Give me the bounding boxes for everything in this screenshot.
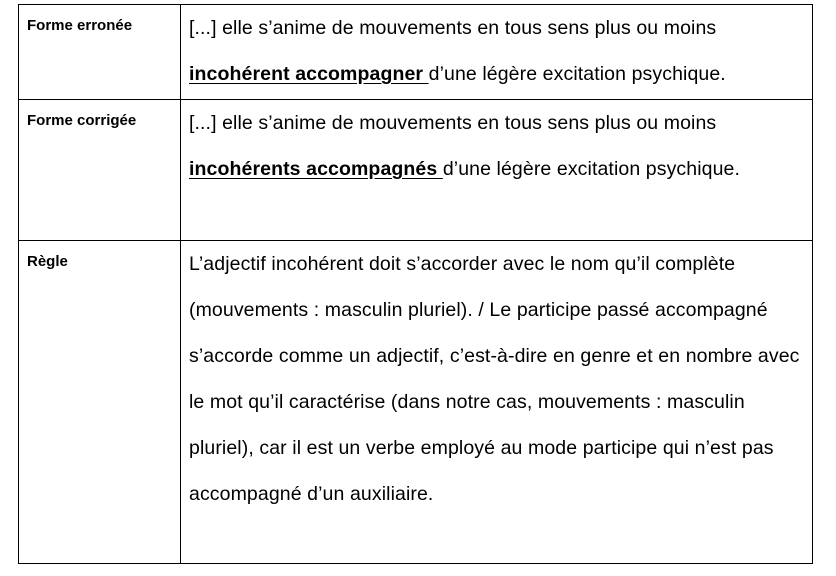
row-label-corrected: Forme corrigée bbox=[27, 112, 137, 129]
content-cell bbox=[181, 5, 813, 100]
row-label-rule: Règle bbox=[27, 253, 68, 270]
correction-table-frame bbox=[18, 4, 812, 564]
correction-table bbox=[18, 4, 813, 564]
corrected-text-after: d’une légère excitation psychique. bbox=[442, 158, 741, 180]
table-row-rule bbox=[19, 241, 813, 564]
erroneous-text-before: [...] elle s’anime de mouvements en tous sens plus ou moins bbox=[189, 17, 717, 39]
label-cell bbox=[19, 100, 181, 241]
table-row-erroneous bbox=[19, 5, 813, 100]
content-cell bbox=[181, 241, 813, 564]
row-label-erroneous: Forme erronée bbox=[27, 17, 133, 34]
erroneous-sentence bbox=[181, 5, 812, 97]
corrected-sentence bbox=[181, 100, 775, 192]
content-cell bbox=[181, 100, 813, 241]
corrected-highlight: incohérents accompagnés bbox=[189, 158, 443, 180]
corrected-text-before: [...] elle s’anime de mouvements en tous sens plus ou moins bbox=[189, 112, 717, 134]
erroneous-text-after: d’une légère excitation psychique. bbox=[428, 63, 726, 85]
label-cell bbox=[19, 241, 181, 564]
rule-text: L’adjectif incohérent doit s’accorder avec le nom qu’il complète (mouvements : masculin pluriel). / Le participe passé accompagné s’accorde comme un adjectif, c’est-à-dire en genre et en nombre avec le mot qu’il caractérise (dans notre cas, mouvements : masculin pluriel), car il est un verbe employé au mode participe qui n’est pas accompagné d’un auxiliaire. bbox=[189, 253, 800, 505]
table-row-corrected bbox=[19, 100, 813, 241]
label-cell bbox=[19, 5, 181, 100]
erroneous-highlight: incohérent accompagner bbox=[189, 63, 429, 85]
